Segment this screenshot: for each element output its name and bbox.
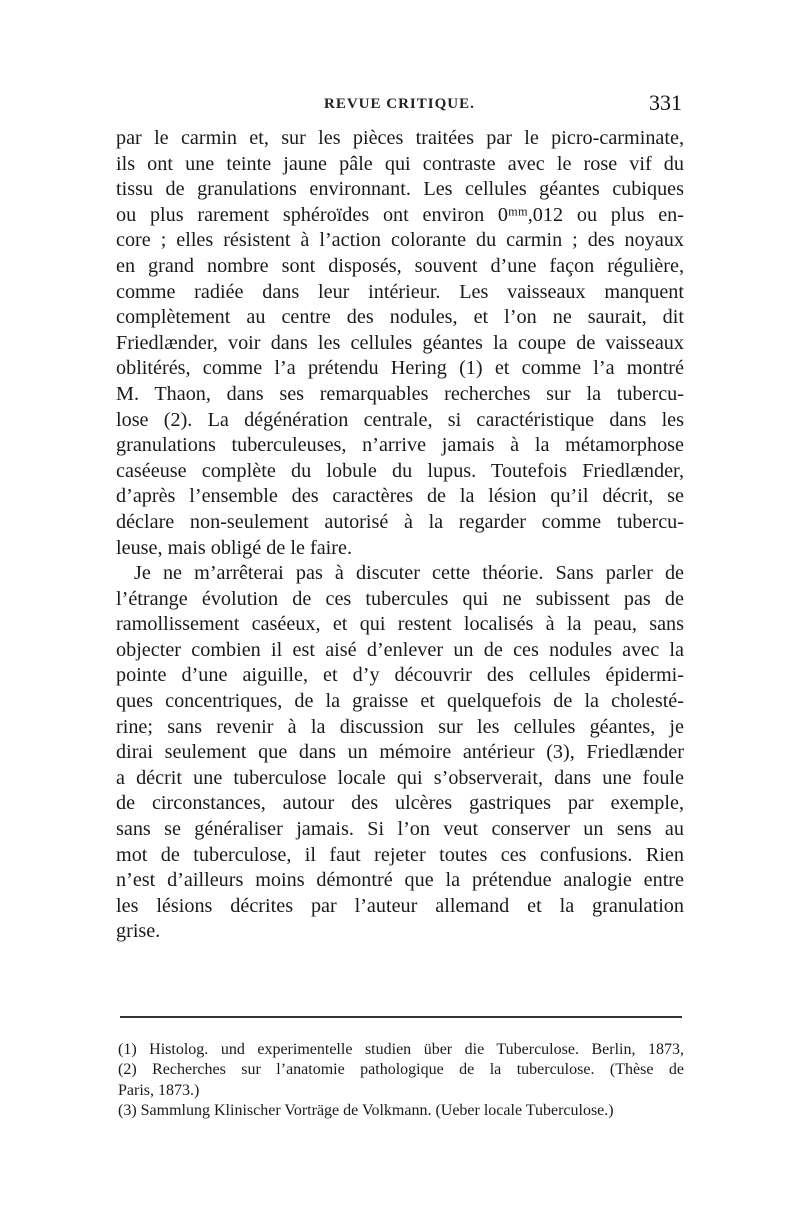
text-line: leuse, mais obligé de le faire. — [116, 536, 352, 559]
text-line: M. Thaon, dans ses remarquables recherches sur la tubercu- — [116, 382, 684, 405]
footnote-3: (3) Sammlung Klinischer Vorträge de Volkmann. (Ueber locale Tuberculose.) — [118, 1101, 614, 1119]
footnote-2-continuation: Paris, 1873.) — [118, 1081, 200, 1099]
text-line: ques concentriques, de la graisse et quelquefois de la cholesté- — [116, 690, 684, 713]
text-line: mot de tuberculose, il faut rejeter toutes ces confusions. Rien — [116, 843, 684, 866]
text-line: pointe d’une aiguille, et d’y découvrir des cellules épidermi- — [116, 664, 684, 687]
text-line: ou plus rarement sphéroïdes ont environ 0ᵐᵐ,012 ou plus en- — [116, 203, 684, 226]
text-line: Je ne m’arrêterai pas à discuter cette théorie. Sans parler de — [134, 562, 684, 585]
text-line: sans se généraliser jamais. Si l’on veut conserver un sens au — [116, 818, 684, 841]
text-line: grise. — [116, 920, 161, 943]
text-line: a décrit une tuberculose locale qui s’observerait, dans une foule — [116, 766, 684, 789]
text-line: tissu de granulations environnant. Les cellules géantes cubiques — [116, 178, 684, 201]
running-header — [112, 90, 682, 120]
text-line: de circonstances, autour des ulcères gastriques par exemple, — [116, 792, 684, 815]
text-line: en grand nombre sont disposés, souvent d’une façon régulière, — [116, 254, 684, 277]
text-line: Friedlænder, voir dans les cellules géantes la coupe de vaisseaux — [116, 331, 684, 354]
text-line: lose (2). La dégénération centrale, si caractéristique dans les — [116, 408, 684, 431]
footnote-separator — [120, 1016, 682, 1018]
body-text — [116, 126, 684, 945]
text-line: par le carmin et, sur les pièces traitées par le picro-carminate, — [116, 127, 684, 149]
text-line: les lésions décrites par l’auteur allemand et la granulation — [116, 894, 684, 917]
text-line: ramollissement caséeux, et qui restent localisés à la peau, sans — [116, 613, 684, 636]
text-line: rine; sans revenir à la discussion sur les cellules géantes, je — [116, 715, 684, 738]
text-line: granulations tuberculeuses, n’arrive jamais à la métamorphose — [116, 434, 684, 457]
footnote-1: (1) Histolog. und experimentelle studien über die Tuberculose. Berlin, 1873, — [118, 1041, 684, 1058]
text-line: oblitérés, comme l’a prétendu Hering (1) et comme l’a montré — [116, 357, 684, 380]
text-line: n’est d’ailleurs moins démontré que la prétendue analogie entre — [116, 869, 684, 892]
text-line: core ; elles résistent à l’action colorante du carmin ; des noyaux — [116, 229, 684, 252]
text-line: objecter combien il est aisé d’enlever un de ces nodules avec la — [116, 638, 684, 661]
running-title: REVUE CRITIQUE. — [324, 96, 475, 112]
page-number: 331 — [649, 90, 682, 115]
text-line: d’après l’ensemble des caractères de la lésion qu’il décrit, se — [116, 485, 684, 508]
footnotes — [118, 1040, 684, 1121]
text-line: complètement au centre des nodules, et l’on ne saurait, dit — [116, 306, 684, 329]
text-line: dirai seulement que dans un mémoire antérieur (3), Friedlænder — [116, 741, 684, 764]
text-line: comme radiée dans leur intérieur. Les vaisseaux manquent — [116, 280, 684, 303]
footnote-2: (2) Recherches sur l’anatomie pathologique de la tuberculose. (Thèse de — [118, 1061, 684, 1079]
text-line: déclare non-seulement autorisé à la regarder comme tubercu- — [116, 510, 684, 533]
text-line: ils ont une teinte jaune pâle qui contraste avec le rose vif du — [116, 152, 684, 175]
text-line: caséeuse complète du lobule du lupus. Toutefois Friedlænder, — [116, 459, 684, 482]
text-line: l’étrange évolution de ces tubercules qui ne subissent pas de — [116, 587, 684, 610]
